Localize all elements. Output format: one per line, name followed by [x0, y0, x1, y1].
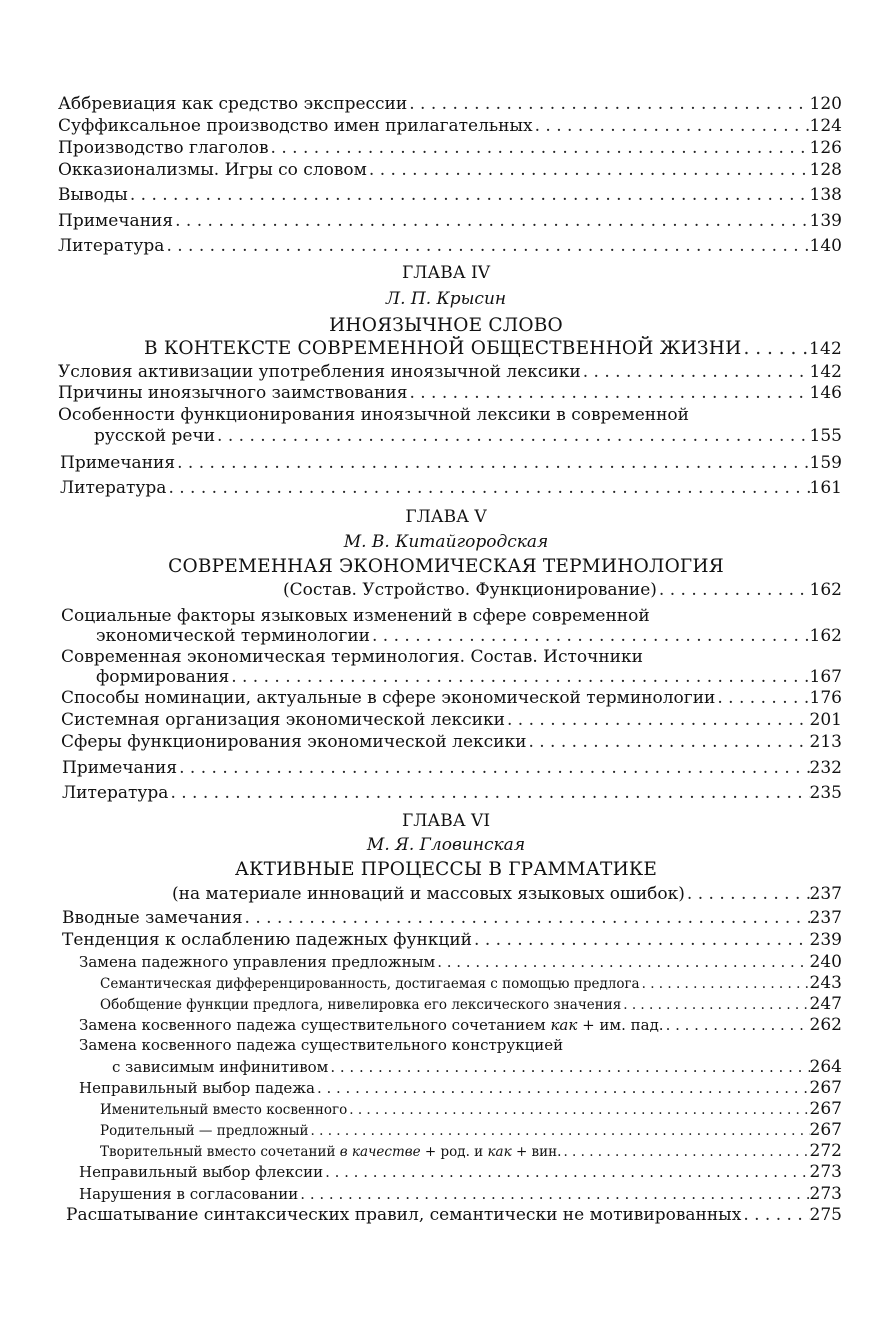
entry-title: Производство глаголов	[58, 138, 269, 158]
entry-page: 162	[809, 626, 842, 646]
entry-page: 120	[809, 94, 842, 114]
toc-entry	[58, 236, 842, 256]
toc-entry	[58, 138, 842, 158]
entry-page: 176	[809, 688, 842, 708]
leader-dots	[505, 710, 810, 730]
entry-title: Расшатывание синтаксических правил, семантически не мотивированных	[66, 1205, 742, 1225]
entry-page: 262	[809, 1015, 842, 1035]
leader-dots	[685, 884, 810, 904]
leader-dots	[128, 185, 810, 205]
leader-dots	[581, 362, 810, 382]
toc-entry	[62, 758, 842, 778]
toc-entry	[94, 426, 842, 446]
entry-title: Литература	[58, 236, 165, 256]
toc-entry	[100, 973, 842, 993]
toc-entry	[100, 994, 842, 1014]
entry-page: 146	[809, 383, 842, 403]
entry-title-part: + род. и	[424, 1144, 484, 1160]
entry-page: 267	[809, 1120, 842, 1140]
chapter-title-line: В КОНТЕКСТЕ СОВРЕМЕННОЙ ОБЩЕСТВЕННОЙ ЖИЗНИ	[144, 338, 742, 359]
entry-page: 232	[809, 758, 842, 778]
toc-entry	[58, 362, 842, 382]
chapter-heading: ГЛАВА IV	[401, 263, 491, 283]
toc-entry	[62, 930, 842, 950]
toc-entry	[58, 116, 842, 136]
entry-page: 240	[809, 952, 842, 972]
leader-dots	[621, 997, 809, 1013]
leader-dots	[370, 626, 810, 646]
entry-page: 128	[809, 160, 842, 180]
toc-entry	[61, 732, 842, 752]
entry-page: 142	[809, 362, 842, 382]
entry-title: Семантическая дифференцированность, достигаемая с помощью предлога	[100, 976, 640, 992]
entry-title: Обобщение функции предлога, нивелировка его лексического значения	[100, 997, 622, 1013]
entry-title: Литература	[62, 783, 169, 803]
entry-title: Литература	[60, 478, 167, 498]
entry-page: 126	[809, 138, 842, 158]
entry-page: 239	[809, 930, 842, 950]
chapter-title-entry	[172, 884, 842, 904]
entry-title-italic: в качестве	[339, 1144, 421, 1160]
entry-title: Вводные замечания	[62, 908, 243, 928]
entry-page: 213	[809, 732, 842, 752]
leader-dots	[435, 953, 809, 971]
toc-entry	[100, 1120, 842, 1140]
entry-title-part: + им. пад.	[582, 1016, 664, 1034]
entry-title: Тенденция к ослаблению падежных функций	[62, 930, 473, 950]
toc-entry	[58, 160, 842, 180]
toc-entry	[100, 1141, 842, 1161]
entry-page: 161	[809, 478, 842, 498]
entry-page: 138	[809, 185, 842, 205]
entry-title: Примечания	[58, 211, 174, 231]
entry-page: 264	[809, 1057, 842, 1077]
leader-dots	[715, 688, 809, 708]
entry-title	[100, 1144, 561, 1160]
entry-page: 167	[809, 667, 842, 687]
leader-dots	[309, 1123, 810, 1139]
chapter-heading: ГЛАВА V	[405, 507, 487, 527]
entry-title: экономической терминологии	[96, 626, 370, 646]
entry-title: Родительный — предложный	[100, 1123, 309, 1139]
leader-dots	[407, 383, 809, 403]
leader-dots	[472, 930, 810, 950]
toc-entry	[79, 952, 842, 972]
toc-entry	[58, 185, 842, 205]
toc-entry	[79, 1078, 842, 1098]
leader-dots	[229, 667, 809, 687]
leader-dots	[166, 478, 809, 498]
toc-entry	[60, 478, 842, 498]
chapter-title-entry	[144, 338, 842, 359]
toc-entry	[96, 626, 842, 646]
entry-title: Неправильный выбор падежа	[79, 1079, 315, 1097]
leader-dots	[328, 1058, 809, 1076]
chapter-title: АКТИВНЫЕ ПРОЦЕССЫ В ГРАММАТИКЕ	[234, 859, 658, 880]
entry-title-part: Замена косвенного падежа существительного сочетанием	[79, 1016, 546, 1034]
entry-title: Нарушения в согласовании	[79, 1185, 299, 1203]
entry-title: Неправильный выбор флексии	[79, 1163, 324, 1181]
entry-page: 235	[809, 783, 842, 803]
leader-dots	[243, 908, 810, 928]
entry-title: Способы номинации, актуальные в сфере экономической терминологии	[61, 688, 716, 708]
entry-page: 201	[809, 710, 842, 730]
entry-page: 237	[809, 908, 842, 928]
toc-entry	[112, 1057, 842, 1077]
leader-dots	[640, 976, 810, 992]
entry-title: Замена падежного управления предложным	[79, 953, 436, 971]
entry-title: Примечания	[62, 758, 178, 778]
leader-dots	[175, 453, 809, 473]
entry-title: Суффиксальное производство имен прилагательных	[58, 116, 533, 136]
entry-title: Современная экономическая терминология. Состав. Источники	[61, 647, 643, 667]
leader-dots	[323, 1163, 809, 1181]
toc-entry	[79, 1015, 842, 1035]
leader-dots	[407, 94, 809, 114]
entry-title: Выводы	[58, 185, 128, 205]
leader-dots	[367, 160, 810, 180]
leader-dots	[164, 236, 809, 256]
entry-page: 273	[809, 1162, 842, 1182]
toc-entry	[79, 1162, 842, 1182]
leader-dots	[347, 1102, 809, 1118]
entry-page: 237	[809, 884, 842, 904]
entry-title-part: Творительный вместо сочетаний	[100, 1144, 336, 1160]
chapter-subtitle: (на материале инноваций и массовых языковых ошибок)	[172, 884, 685, 904]
chapter-subtitle: (Состав. Устройство. Функционирование)	[283, 580, 657, 600]
toc-entry	[62, 783, 842, 803]
leader-dots	[173, 211, 809, 231]
entry-title	[79, 1016, 664, 1034]
leader-dots	[215, 426, 810, 446]
entry-title: Замена косвенного падежа существительного конструкцией	[79, 1036, 564, 1054]
toc-entry	[61, 688, 842, 708]
entry-title: Именительный вместо косвенного	[100, 1102, 348, 1118]
toc-entry	[100, 1099, 842, 1119]
entry-page: 139	[809, 211, 842, 231]
entry-page: 267	[809, 1078, 842, 1098]
entry-page: 267	[809, 1099, 842, 1119]
entry-title-part: + вин.	[515, 1144, 562, 1160]
leader-dots	[533, 116, 810, 136]
entry-title-italic: как	[487, 1144, 512, 1160]
entry-title: русской речи	[94, 426, 216, 446]
chapter-title-entry	[283, 580, 842, 600]
entry-page: 162	[809, 580, 842, 600]
leader-dots	[657, 580, 810, 600]
leader-dots	[168, 783, 809, 803]
leader-dots	[741, 338, 809, 359]
entry-title: Социальные факторы языковых изменений в сфере современной	[61, 606, 650, 626]
leader-dots	[664, 1016, 810, 1034]
entry-title: формирования	[96, 667, 230, 687]
chapter-heading: ГЛАВА VI	[401, 811, 491, 831]
entry-title: с зависимым инфинитивом	[112, 1058, 329, 1076]
entry-title: Примечания	[60, 453, 176, 473]
toc-entry	[58, 94, 842, 114]
chapter-title: СОВРЕМЕННАЯ ЭКОНОМИЧЕСКАЯ ТЕРМИНОЛОГИЯ	[168, 556, 724, 577]
entry-title: Системная организация экономической лексики	[61, 710, 505, 730]
entry-page: 275	[809, 1205, 842, 1225]
entry-title: Причины иноязычного заимствования	[58, 383, 408, 403]
entry-title: Окказионализмы. Игры со словом	[58, 160, 367, 180]
leader-dots	[177, 758, 809, 778]
leader-dots	[561, 1144, 809, 1160]
leader-dots	[526, 732, 809, 752]
toc-entry	[62, 908, 842, 928]
toc-entry	[66, 1205, 842, 1225]
leader-dots	[269, 138, 810, 158]
entry-title: Особенности функционирования иноязычной лексики в современной	[58, 405, 689, 425]
toc-entry	[58, 383, 842, 403]
entry-title: Сферы функционирования экономической лексики	[61, 732, 527, 752]
entry-page: 140	[809, 236, 842, 256]
entry-title: Условия активизации употребления иноязычной лексики	[58, 362, 581, 382]
entry-page: 124	[809, 116, 842, 136]
toc-entry	[60, 453, 842, 473]
entry-page: 155	[809, 426, 842, 446]
chapter-title: ИНОЯЗЫЧНОЕ СЛОВО	[329, 315, 563, 336]
leader-dots	[315, 1079, 810, 1097]
toc-entry	[96, 667, 842, 687]
entry-title-italic: как	[550, 1016, 578, 1034]
leader-dots	[741, 1205, 809, 1225]
entry-page: 142	[808, 339, 842, 359]
toc-entry	[79, 1184, 842, 1204]
entry-title: Аббревиация как средство экспрессии	[58, 94, 408, 114]
entry-page: 272	[809, 1141, 842, 1161]
leader-dots	[298, 1185, 809, 1203]
chapter-author: М. В. Китайгородская	[343, 532, 549, 552]
chapter-author: Л. П. Крысин	[385, 289, 507, 309]
toc-entry	[61, 710, 842, 730]
entry-page: 159	[809, 453, 842, 473]
entry-page: 273	[809, 1184, 842, 1204]
entry-page: 247	[809, 994, 842, 1014]
toc-entry	[58, 211, 842, 231]
entry-page: 243	[809, 973, 842, 993]
chapter-author: М. Я. Гловинская	[366, 835, 526, 855]
